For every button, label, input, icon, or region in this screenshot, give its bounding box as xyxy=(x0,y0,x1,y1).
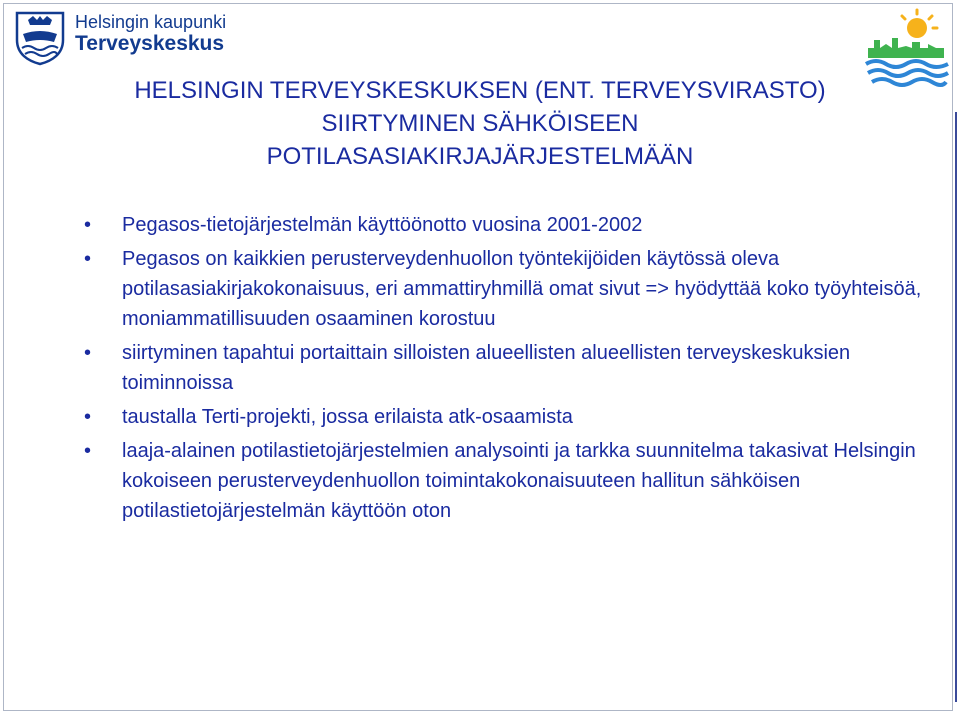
bullet-item: • taustalla Terti-projekti, jossa erilaista atk-osaamista xyxy=(82,402,922,432)
bullet-item: • Pegasos-tietojärjestelmän käyttöönotto vuosina 2001-2002 xyxy=(82,210,922,240)
helsinki-crest-icon xyxy=(14,10,66,66)
slide-title-line-3: POTILASASIAKIRJAJÄRJESTELMÄÄN xyxy=(266,143,694,170)
slide-title xyxy=(0,74,960,173)
bullet-list xyxy=(82,210,922,526)
org-unit-name: Terveyskeskus xyxy=(75,32,225,55)
bullet-item: • laaja-alainen potilastietojärjestelmien analysointi ja tarkka suunnitelma takasivat Helsingin kokoiseen perusterveydenhuollon toimintakokonaisuuteen hallitun sähköisen potilastietojärjestelmän käyttöön oton xyxy=(82,436,922,526)
bullet-item: • siirtyminen tapahtui portaittain silloisten alueellisten alueellisten terveyskeskuksien toiminnoissa xyxy=(82,338,922,398)
org-header xyxy=(14,10,274,70)
slide-title-line-1: HELSINGIN TERVEYSKESKUKSEN (ENT. TERVEYSVIRASTO) xyxy=(134,77,826,104)
right-accent-rule xyxy=(955,112,957,702)
bullet-item: • Pegasos on kaikkien perusterveydenhuollon työntekijöiden käytössä oleva potilasasiakirjakokonaisuus, eri ammattiryhmillä omat sivut => hyödyttää koko työyhteisöä, moniammatillisuuden osaaminen korostuu xyxy=(82,244,922,334)
org-city-name: Helsingin kaupunki xyxy=(75,12,227,32)
slide-title-line-2: SIIRTYMINEN SÄHKÖISEEN xyxy=(321,110,639,137)
